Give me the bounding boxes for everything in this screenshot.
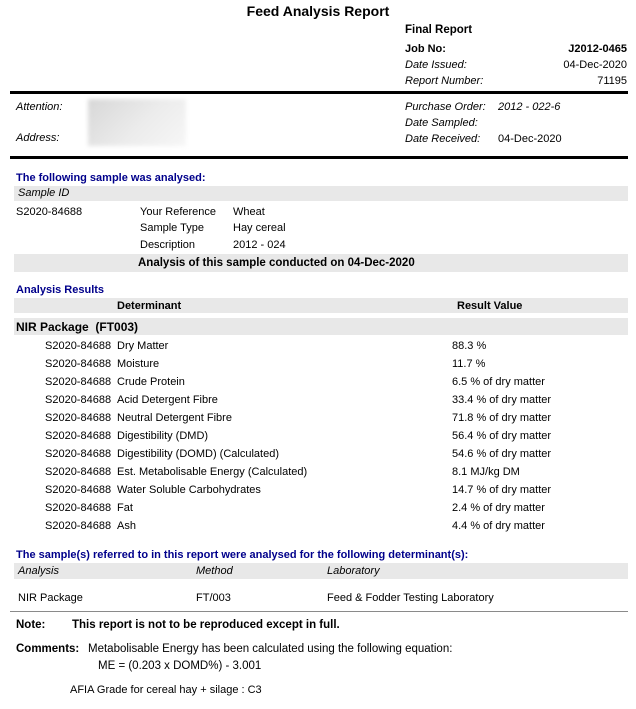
your-reference-label: Your Reference xyxy=(140,206,217,218)
date-received-label: Date Received: xyxy=(405,133,481,145)
purchase-order-value: 2012 - 022-6 xyxy=(498,101,561,113)
divider-note xyxy=(10,611,628,612)
address-label: Address: xyxy=(16,132,60,144)
row-determinant: Digestibility (DOMD) (Calculated) xyxy=(117,448,279,460)
row-determinant: Est. Metabolisable Energy (Calculated) xyxy=(117,466,308,478)
determinants-header-bar xyxy=(14,563,628,579)
row-sample-id: S2020-84688 xyxy=(45,376,112,388)
sample-type-label: Sample Type xyxy=(140,222,205,234)
laboratory-column-header: Laboratory xyxy=(327,565,380,577)
row-sample-id: S2020-84688 xyxy=(45,466,112,478)
analysis-column-header: Analysis xyxy=(18,565,59,577)
row-result-value: 8.1 MJ/kg DM xyxy=(452,466,520,478)
job-no-label: Job No: xyxy=(405,43,446,55)
row-determinant: Acid Detergent Fibre xyxy=(117,394,218,406)
determinant-method-value: FT/003 xyxy=(196,592,231,604)
conducted-note-bar xyxy=(14,254,628,272)
comments-line-1: Metabolisable Energy has been calculated using the following equation: xyxy=(88,643,453,655)
row-determinant: Moisture xyxy=(117,358,160,370)
comments-line-3: AFIA Grade for cereal hay + silage : C3 xyxy=(70,684,262,696)
row-determinant: Crude Protein xyxy=(117,376,185,388)
row-result-value: 54.6 % of dry matter xyxy=(452,448,552,460)
row-determinant: Dry Matter xyxy=(117,340,169,352)
sample-id-header-bar xyxy=(14,186,628,201)
description-value: 2012 - 024 xyxy=(233,239,286,251)
comments-line-2: ME = (0.203 x DOMD%) - 3.001 xyxy=(98,660,262,672)
row-sample-id: S2020-84688 xyxy=(45,394,112,406)
row-result-value: 2.4 % of dry matter xyxy=(452,502,545,514)
row-result-value: 88.3 % xyxy=(452,340,487,352)
attention-label: Attention: xyxy=(16,101,63,113)
determinants-heading: The sample(s) referred to in this report were analysed for the following determinant(s): xyxy=(16,549,469,561)
results-header-bar xyxy=(14,298,628,313)
table-row xyxy=(0,502,636,520)
determinant-analysis-value: NIR Package xyxy=(18,592,83,604)
comments-label: Comments: xyxy=(16,643,80,655)
row-determinant: Water Soluble Carbohydrates xyxy=(117,484,261,496)
row-result-value: 56.4 % of dry matter xyxy=(452,430,552,442)
redacted-recipient-value xyxy=(88,99,186,146)
row-result-value: 71.8 % of dry matter xyxy=(452,412,552,424)
note-text: This report is not to be reproduced except in full. xyxy=(72,619,340,631)
row-determinant: Digestibility (DMD) xyxy=(117,430,209,442)
row-determinant: Fat xyxy=(117,502,133,514)
page-title: Feed Analysis Report xyxy=(246,3,390,19)
row-determinant: Ash xyxy=(117,520,136,532)
date-issued-value: 04-Dec-2020 xyxy=(563,59,627,71)
row-sample-id: S2020-84688 xyxy=(45,448,112,460)
row-sample-id: S2020-84688 xyxy=(45,520,112,532)
description-label: Description xyxy=(140,239,196,251)
row-result-value: 11.7 % xyxy=(452,358,486,370)
note-label: Note: xyxy=(16,619,46,631)
divider-recipient xyxy=(10,156,628,159)
row-sample-id: S2020-84688 xyxy=(45,484,112,496)
row-result-value: 33.4 % of dry matter xyxy=(452,394,552,406)
conducted-note: Analysis of this sample conducted on 04-Dec-2020 xyxy=(138,257,415,269)
result-value-column-header: Result Value xyxy=(457,300,523,312)
row-result-value: 4.4 % of dry matter xyxy=(452,520,545,532)
row-result-value: 6.5 % of dry matter xyxy=(452,376,545,388)
report-number-label: Report Number: xyxy=(405,75,484,87)
row-sample-id: S2020-84688 xyxy=(45,412,112,424)
your-reference-value: Wheat xyxy=(233,206,265,218)
determinant-laboratory-value: Feed & Fodder Testing Laboratory xyxy=(327,592,494,604)
divider-top xyxy=(10,91,628,94)
purchase-order-label: Purchase Order: xyxy=(405,101,486,113)
job-no-value: J2012-0465 xyxy=(568,43,627,55)
package-header-bar xyxy=(14,318,628,335)
table-row xyxy=(0,376,636,394)
date-issued-label: Date Issued: xyxy=(405,59,467,71)
table-row xyxy=(0,412,636,430)
table-row xyxy=(0,394,636,412)
table-row xyxy=(0,466,636,484)
date-received-value: 04-Dec-2020 xyxy=(498,133,562,145)
row-sample-id: S2020-84688 xyxy=(45,502,112,514)
row-determinant: Neutral Detergent Fibre xyxy=(117,412,232,424)
determinant-column-header: Determinant xyxy=(117,300,182,312)
row-sample-id: S2020-84688 xyxy=(45,358,112,370)
method-column-header: Method xyxy=(196,565,233,577)
row-sample-id: S2020-84688 xyxy=(45,340,112,352)
table-row xyxy=(0,448,636,466)
results-heading: Analysis Results xyxy=(16,284,105,296)
table-row xyxy=(0,340,636,358)
final-report-label: Final Report xyxy=(405,24,473,36)
sample-id-header: Sample ID xyxy=(18,187,70,199)
sample-id-value: S2020-84688 xyxy=(16,206,83,218)
row-sample-id: S2020-84688 xyxy=(45,430,112,442)
table-row xyxy=(0,520,636,538)
sample-type-value: Hay cereal xyxy=(233,222,286,234)
sample-section-heading: The following sample was analysed: xyxy=(16,172,206,184)
table-row xyxy=(0,430,636,448)
report-number-value: 71195 xyxy=(597,75,627,87)
table-row xyxy=(0,358,636,376)
row-result-value: 14.7 % of dry matter xyxy=(452,484,552,496)
table-row xyxy=(0,484,636,502)
date-sampled-label: Date Sampled: xyxy=(405,117,478,129)
package-header: NIR Package (FT003) xyxy=(16,320,139,334)
